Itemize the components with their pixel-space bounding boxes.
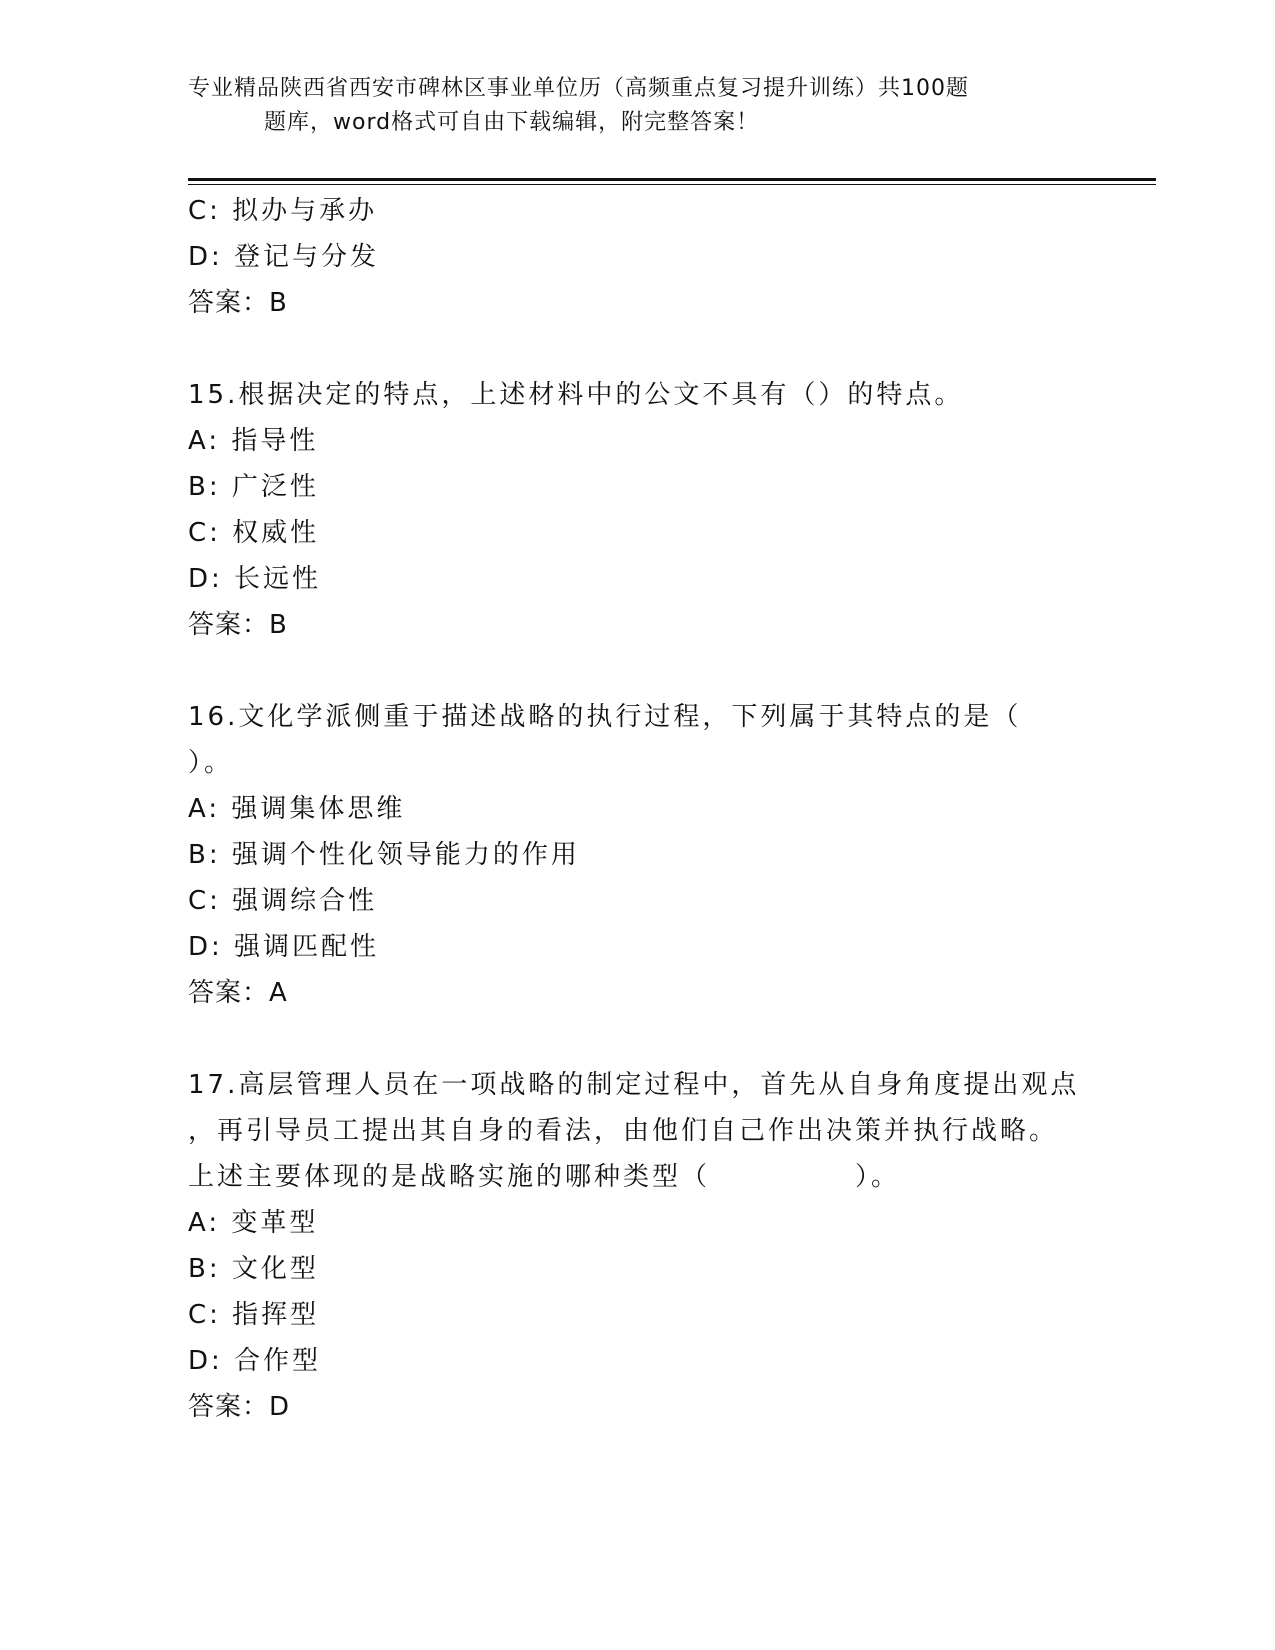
option-c: C: 强调综合性 — [188, 886, 378, 916]
header-title-line-2: 题库，word格式可自由下载编辑，附完整答案！ — [264, 110, 760, 135]
option-c: C: 指挥型 — [188, 1300, 320, 1330]
header-rule-thick — [188, 178, 1156, 181]
header-title-line-1: 专业精品陕西省西安市碑林区事业单位历（高频重点复习提升训练）共100题 — [188, 76, 969, 101]
option-d: D: 登记与分发 — [188, 242, 380, 272]
question-stem: 15.根据决定的特点，上述材料中的公文不具有（）的特点。 — [188, 380, 964, 410]
document-header — [188, 72, 1048, 140]
option-c: C: 权威性 — [188, 518, 320, 548]
spacer — [188, 326, 1088, 372]
question-15 — [188, 372, 1088, 648]
answer-line: 答案：A — [188, 978, 288, 1008]
question-stem-cont: ）。 — [188, 748, 234, 778]
option-d: D: 长远性 — [188, 564, 322, 594]
question-content — [188, 188, 1088, 1430]
header-rule-thin — [188, 184, 1156, 185]
answer-line: 答案：D — [188, 1392, 291, 1422]
question-stem: 16.文化学派侧重于描述战略的执行过程，下列属于其特点的是（ — [188, 702, 1022, 732]
option-a: A: 变革型 — [188, 1208, 319, 1238]
question-stem-cont: 上述主要体现的是战略实施的哪种类型（ ）。 — [188, 1162, 901, 1192]
option-d: D: 合作型 — [188, 1346, 322, 1376]
question-16 — [188, 694, 1088, 1016]
spacer — [188, 1016, 1088, 1062]
question-17 — [188, 1062, 1088, 1430]
spacer — [188, 648, 1088, 694]
option-d: D: 强调匹配性 — [188, 932, 380, 962]
option-a: A: 强调集体思维 — [188, 794, 406, 824]
option-b: B: 广泛性 — [188, 472, 319, 502]
answer-line: 答案：B — [188, 288, 288, 318]
option-b: B: 强调个性化领导能力的作用 — [188, 840, 580, 870]
option-b: B: 文化型 — [188, 1254, 319, 1284]
option-c: C: 拟办与承办 — [188, 196, 378, 226]
answer-line: 答案：B — [188, 610, 288, 640]
question-stem-cont: ，再引导员工提出其自身的看法，由他们自己作出决策并执行战略。 — [188, 1116, 1059, 1146]
prev-question-block — [188, 188, 1088, 326]
option-a: A: 指导性 — [188, 426, 319, 456]
question-stem: 17.高层管理人员在一项战略的制定过程中，首先从自身角度提出观点 — [188, 1070, 1080, 1100]
